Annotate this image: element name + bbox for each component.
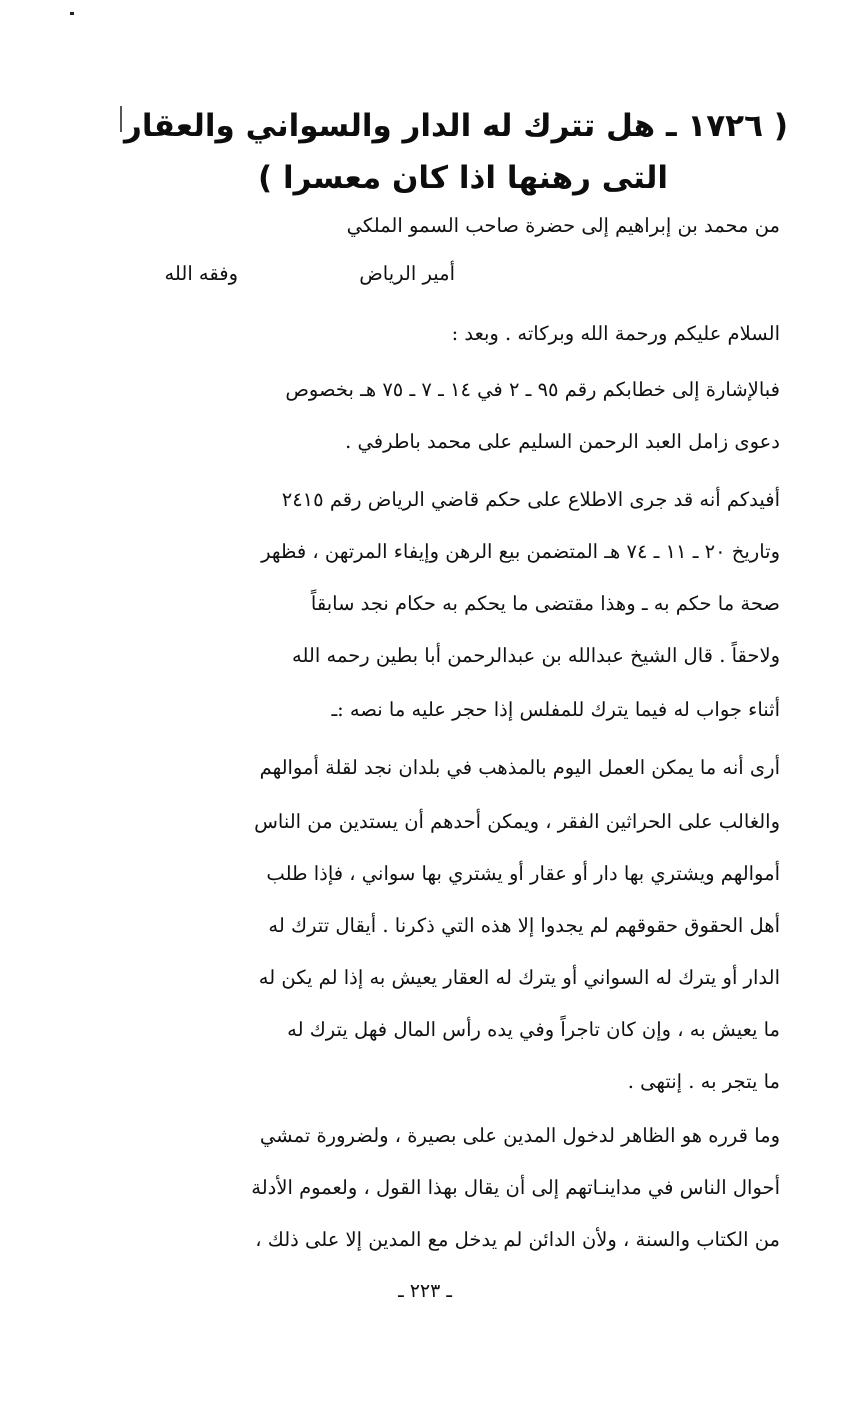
body-line: أرى أنه ما يمكن العمل اليوم بالمذهب في بلدان نجد لقلة أموالهم: [259, 756, 780, 779]
body-line: ما يعيش به ، وإن كان تاجراً وفي يده رأس المال فهل يترك له: [287, 1018, 780, 1041]
body-line: ولاحقاً . قال الشيخ عبدالله بن عبدالرحمن أبا بطين رحمه الله: [292, 644, 780, 667]
margin-mark: [120, 106, 122, 132]
body-line: ما يتجر به . إنتهى .: [627, 1070, 780, 1093]
heading-line-2: التى رهنها اذا كان معسرا ): [258, 160, 668, 196]
body-line: أحوال الناس في مداينـاتهم إلى أن يقال بهذا القول ، ولعموم الأدلة: [251, 1176, 780, 1199]
body-line: صحة ما حكم به ـ وهذا مقتضى ما يحكم به حكام نجد سابقاً: [310, 592, 780, 615]
body-line: من الكتاب والسنة ، ولأن الدائن لم يدخل مع المدين إلا على ذلك ،: [255, 1228, 780, 1251]
addressee: أمير الرياض: [359, 262, 455, 285]
body-line: أفيدكم أنه قد جرى الاطلاع على حكم قاضي الرياض رقم ٢٤١٥: [281, 488, 780, 511]
heading-line-1: ( ١٧٢٦ ـ هل تترك له الدار والسواني والعقار: [123, 108, 788, 144]
body-line: دعوى زامل العبد الرحمن السليم على محمد باطرفي .: [345, 430, 780, 453]
body-line: الدار أو يترك له السواني أو يترك له العقار يعيش به إذا لم يكن له: [258, 966, 780, 989]
body-line: وتاريخ ٢٠ ـ ١١ ـ ٧٤ هـ المتضمن بيع الرهن وإيفاء المرتهن ، فظهر: [261, 540, 780, 563]
body-line: أهل الحقوق حقوقهم لم يجدوا إلا هذه التي ذكرنا . أيقال تترك له: [268, 914, 780, 937]
body-line: فبالإشارة إلى خطابكم رقم ٩٥ ـ ٢ في ١٤ ـ ٧ ـ ٧٥ هـ بخصوص: [285, 378, 780, 401]
greeting-line: السلام عليكم ورحمة الله وبركاته . وبعد :: [451, 322, 780, 345]
body-line: والغالب على الحراثين الفقر ، ويمكن أحدهم أن يستدين من الناس: [254, 810, 780, 833]
page-number: ـ ٢٢٣ ـ: [398, 1280, 452, 1302]
print-speck: [70, 12, 74, 15]
body-line: وما قرره هو الظاهر لدخول المدين على بصيرة ، ولضرورة تمشي: [259, 1124, 780, 1147]
body-line: أموالهم ويشتري بها دار أو عقار أو يشتري بها سواني ، فإذا طلب: [266, 862, 780, 885]
sender-line: من محمد بن إبراهيم إلى حضرة صاحب السمو الملكي: [346, 214, 780, 237]
body-line: أثناء جواب له فيما يترك للمفلس إذا حجر عليه ما نصه :ـ: [331, 698, 780, 721]
blessing: وفقه الله: [164, 262, 238, 285]
